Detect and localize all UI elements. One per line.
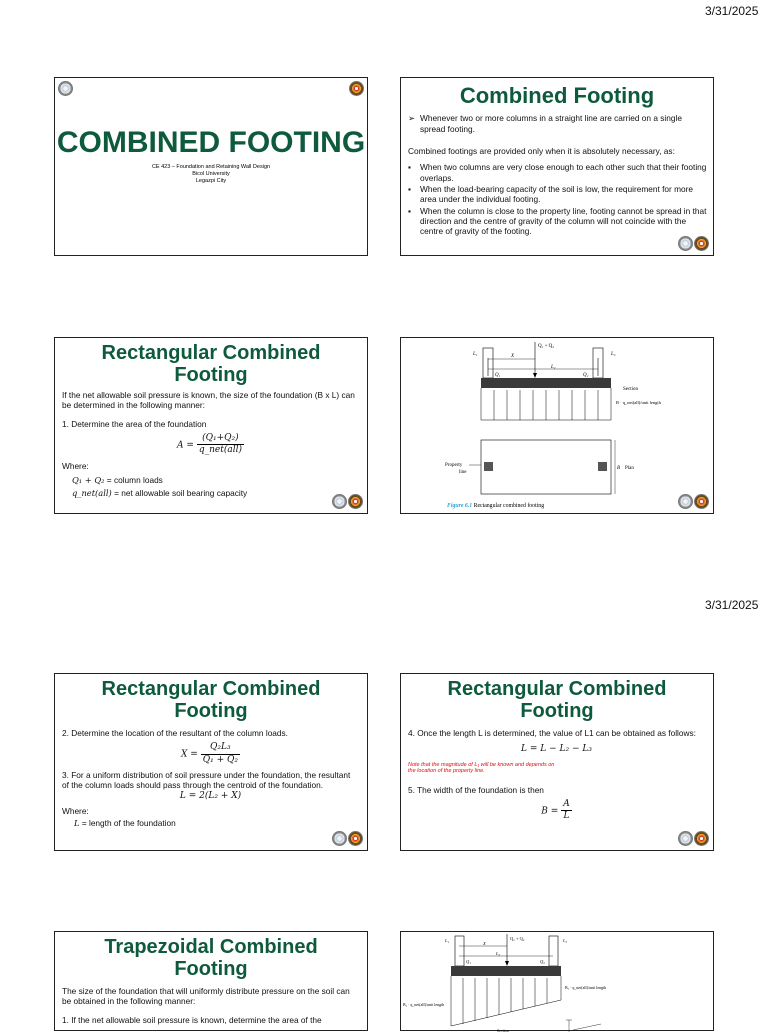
plan-label: Plan [625,466,634,471]
footing-plan [481,440,611,494]
footing-section [451,966,561,976]
bicol-university-seal-icon [678,831,693,846]
engineering-college-seal-icon [349,81,364,96]
slide-8 [400,931,714,1031]
pressure-label: B · q_net(all)/unit length [616,400,661,405]
section-label: Section [497,1028,509,1032]
slide-1-subtitle [55,164,367,185]
def-text: = net allowable soil bearing capacity [111,488,248,499]
property-line-note: Note that the magnitude of L₁ will be known and depends on the location of the property line. [408,761,555,775]
def-symbol: q_net(all) [72,488,112,499]
slide-7-title: Trapezoidal Combined Footing [104,936,318,980]
list-item: ▪ When two columns are very close enough to each other such that their footing overlaps. [408,162,707,183]
footing-section [481,378,611,388]
formula-denominator: L [563,811,570,822]
where-label: Where: [62,460,89,471]
figure-text: Rectangular combined footing [473,503,545,509]
q1-label: Q₁ [466,959,471,964]
university-seal-left [58,81,73,96]
slide-2-title: Combined Footing [459,83,655,108]
b2-pressure-label: B₂ · q_net(all)/unit length [565,985,607,990]
slide-5 [54,673,368,851]
slide-2-intro: Combined footings are provided only when it is absolutely necessary, as: [408,145,675,156]
slide-6 [400,673,714,851]
college-seal-right [349,81,364,96]
figure-caption [447,503,544,509]
def-text: = column loads [104,474,163,485]
engineering-college-seal-icon [694,831,709,846]
step-2: 2. Determine the location of the resultant of the column loads. [62,728,288,738]
bicol-university-seal-icon [58,81,73,96]
definition-bullet: ➢ Whenever two or more columns in a straight line are carried on a single spread footing. [408,113,707,134]
definition-item [62,818,359,828]
slide-2-body [401,108,713,237]
slide-5-body [55,722,367,829]
load-total-label: Q₁ + Q₂ [538,344,555,349]
step-4: 4. Once the length L is determined, the value of L1 can be obtained as follows: [408,728,696,738]
formula-numerator: Q₂L₃ [201,742,240,754]
slide-3 [54,337,368,514]
list-item: ▪ When the load-bearing capacity of the soil is low, the requirement for more area under the individual footing. [408,184,707,205]
slide-6-title: Rectangular Combined Footing [447,678,667,722]
figure-number: Figure 6.1 [447,503,473,509]
slide-4-logos [678,494,709,509]
slide-7 [54,931,368,1031]
bicol-university-seal-icon [332,831,347,846]
property-label: Property [445,463,463,468]
page-date-top: 3/31/2025 [705,4,759,18]
where-label: Where: [62,805,89,816]
dim-l2-label: L₂ [496,951,501,956]
definition-item [72,475,359,485]
slide-2-logos [678,236,709,251]
resultant-formula [62,742,359,766]
rectangular-footing-diagram [401,338,715,515]
bicol-university-seal-icon [678,236,693,251]
line-label: line [459,470,467,475]
q2-label: Q₂ [540,959,545,964]
slide-1-title: COMBINED FOOTING [56,126,366,159]
slide-4 [400,337,714,514]
step-1: 1. If the net allowable soil pressure is known, determine the area of the [62,1014,322,1025]
formula-numerator: A [561,799,572,811]
slide-3-title: Rectangular Combined Footing [101,342,321,386]
width-formula [408,799,705,823]
dim-l1-label: L₁ [445,938,450,943]
slide-3-intro: If the net allowable soil pressure is known, the size of the foundation (B x L) can be determined in the following manner: [62,390,355,411]
slide-3-logos [332,494,363,509]
dim-l2-label: L₂ [551,365,556,370]
definition-item [72,488,359,498]
city-line: Legazpi City [195,178,227,185]
formula-numerator: (Q₁+Q₂) [197,433,244,445]
step-3: 3. For a uniform distribution of soil pressure under the foundation, the resultant of the column loads should pass through the centroid of the foundation. [62,769,351,791]
slide-6-logos [678,831,709,846]
dim-l3-label: L₃ [611,352,616,357]
slide-5-title: Rectangular Combined Footing [101,678,321,722]
formula-denominator: Q₁ + Q₂ [202,754,238,765]
formula-lhs: A = [177,440,194,451]
area-formula [62,433,359,457]
slide-7-body [55,980,367,1025]
formula-lhs: B = [541,806,559,817]
section-label: Section [623,387,638,392]
formula-denominator: q_net(all) [198,445,242,456]
bicol-university-seal-icon [332,494,347,509]
def-symbol: Q₁ + Q₂ [72,474,105,485]
slide-6-body [401,722,713,823]
dim-l3-label: L₃ [563,938,568,943]
soil-pressure-arrows [451,976,561,1026]
formula-lhs: X = [181,749,198,760]
b1-pressure-label: B₁ · q_net(all)/unit length [403,1002,445,1007]
definition-list [62,475,359,499]
def-symbol: L [74,818,80,829]
l1-formula: L = L − L₂ − L₃ [521,744,592,755]
slide-2 [400,77,714,256]
def-text: = length of the foundation [79,818,176,829]
engineering-college-seal-icon [694,236,709,251]
step-1: 1. Determine the area of the foundation [62,418,207,429]
engineering-college-seal-icon [348,831,363,846]
trapezoidal-footing-diagram [401,932,715,1032]
slide-1 [54,77,368,256]
bicol-university-seal-icon [678,494,693,509]
step-5: 5. The width of the foundation is then [408,784,544,795]
q2-label: Q₂ [583,373,589,378]
dim-l1-label: L₁ [473,352,478,357]
slide-3-body [55,386,367,499]
list-item: ▪ When the column is close to the property line, footing cannot be spread in that direction and the centre of gravity of the column will not coincide with the centre of gravity of the footing. [408,206,707,237]
engineering-college-seal-icon [694,494,709,509]
dim-x-label: X [511,354,515,359]
load-total-label: Q₁ + Q₂ [510,936,525,941]
dim-x-label: X [483,941,486,946]
soil-pressure-arrows [481,388,611,420]
length-formula: L = 2(L₂ + X) [179,790,242,801]
engineering-college-seal-icon [348,494,363,509]
course-line: CE 423 – Foundation and Retaining Wall Design [151,164,271,170]
university-line: Bicol University [192,171,230,178]
slide-7-intro: The size of the foundation that will uniformly distribute pressure on the soil can be obtained in the following manner: [62,986,350,1007]
slide-5-logos [332,831,363,846]
page-date-middle: 3/31/2025 [705,598,759,612]
dim-b-label: B [617,466,621,471]
q1-label: Q₁ [495,373,501,378]
